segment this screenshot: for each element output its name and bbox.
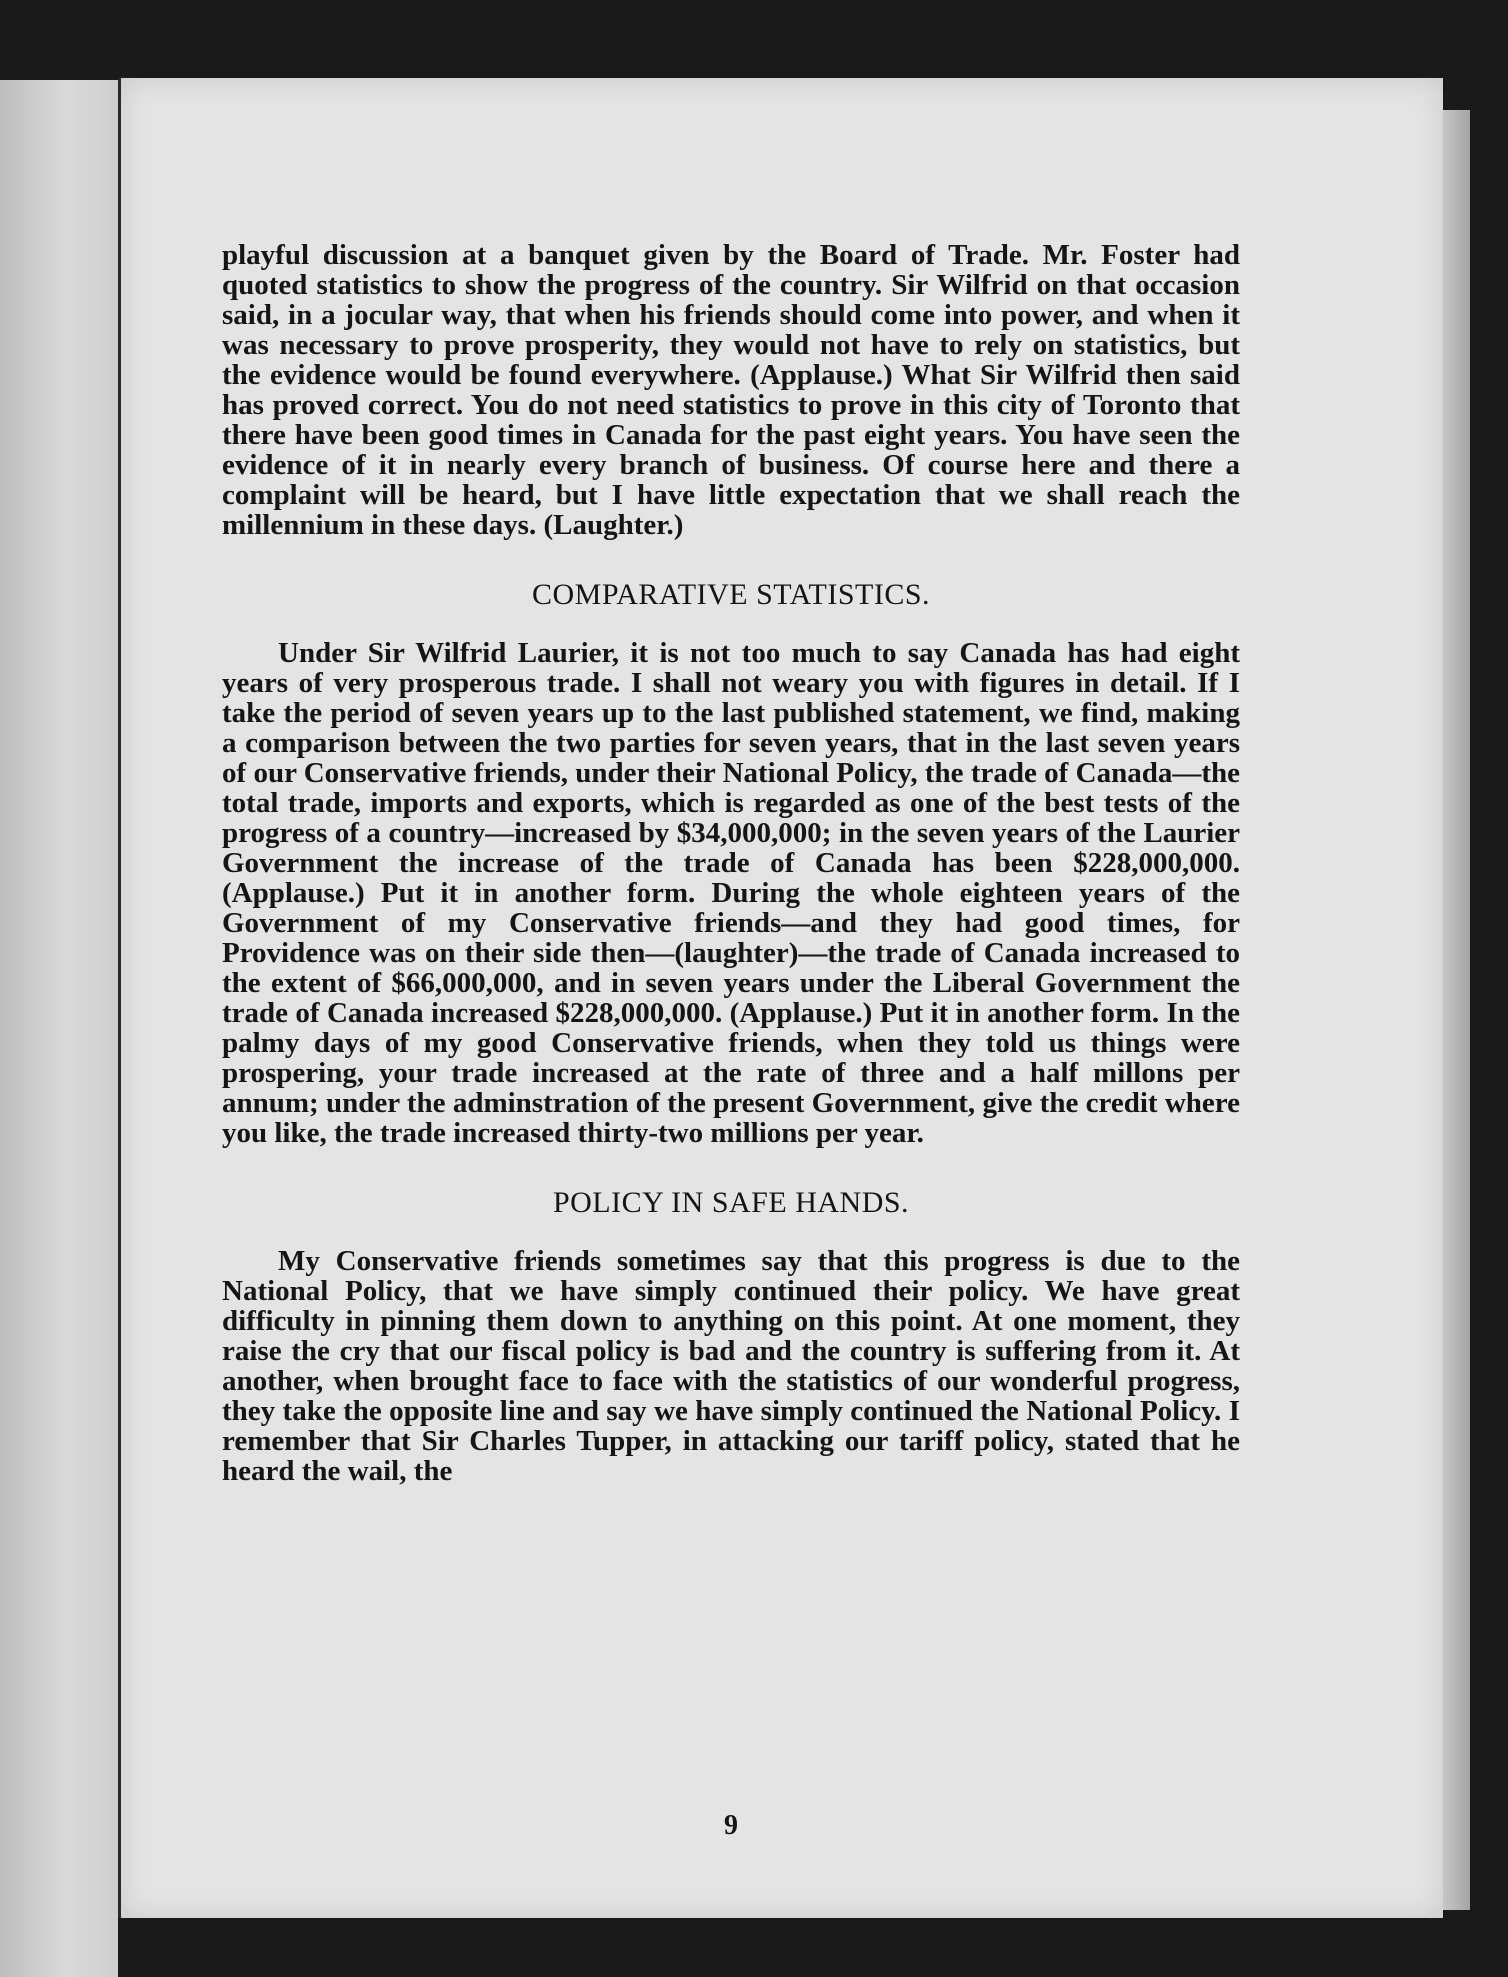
- heading-comparative-statistics: COMPARATIVE STATISTICS.: [531, 578, 931, 611]
- paragraph-policy-in-safe-hands: My Conservative friends sometimes say that this progress is due to the National Policy, that we have simply continued their policy. We have great difficulty in pinning them down to anything on this point. At one moment, they raise the cry that our fiscal policy is bad and the country is suffering from it. At another, when brought face to face with the statistics of our wonderful progress, they take the opposite line and say we have simply continued the National Policy. I remember that Sir Charles Tupper, in attacking our tariff policy, stated that he heard the wail, the: [222, 1245, 1240, 1487]
- paragraph-intro: playful discussion at a banquet given by the Board of Trade. Mr. Foster had quoted statistics to show the progress of the country. Sir Wilfrid on that occasion said, in a jocular way, that when his friends should come into power, and when it was necessary to prove prosperity, they would not have to rely on statistics, but the evidence would be found everywhere. (Applause.) What Sir Wilfrid then said has proved correct. You do not need statistics to prove in this city of Toronto that there have been good times in Canada for the past eight years. You have seen the evidence of it in nearly every branch of business. Of course here and there a complaint will be heard, but I have little expectation that we shall reach the millennium in these days. (Laughter.): [222, 239, 1240, 541]
- right-page-edge: [1440, 110, 1470, 1910]
- page-number: 9: [724, 1810, 738, 1841]
- heading-policy-in-safe-hands: POLICY IN SAFE HANDS.: [552, 1186, 910, 1219]
- left-page-edge: [0, 80, 118, 1977]
- paragraph-comparative-statistics: Under Sir Wilfrid Laurier, it is not too much to say Canada has had eight years of very prosperous trade. I shall not weary you with figures in detail. If I take the period of seven years up to the last published statement, we find, making a comparison between the two parties for seven years, that in the last seven years of our Conservative friends, under their National Policy, the trade of Canada—the total trade, imports and exports, which is regarded as one of the best tests of the progress of a country—increased by $34,000,000; in the seven years of the Laurier Government the increase of the trade of Canada has been $228,000,000. (Applause.) Put it in another form. During the whole eighteen years of the Government of my Conservative friends—and they had good times, for Providence was on their side then—(laughter)—the trade of Canada increased to the extent of $66,000,000, and in seven years under the Liberal Government the trade of Canada increased $228,000,000. (Applause.) Put it in another form. In the palmy days of my good Conservative friends, when they told us things were prospering, your trade increased at the rate of three and a half millons per annum; under the adminstration of the present Government, give the credit where you like, the trade increased thirty-two millions per year.: [222, 637, 1240, 1149]
- page-content: [222, 239, 1240, 1841]
